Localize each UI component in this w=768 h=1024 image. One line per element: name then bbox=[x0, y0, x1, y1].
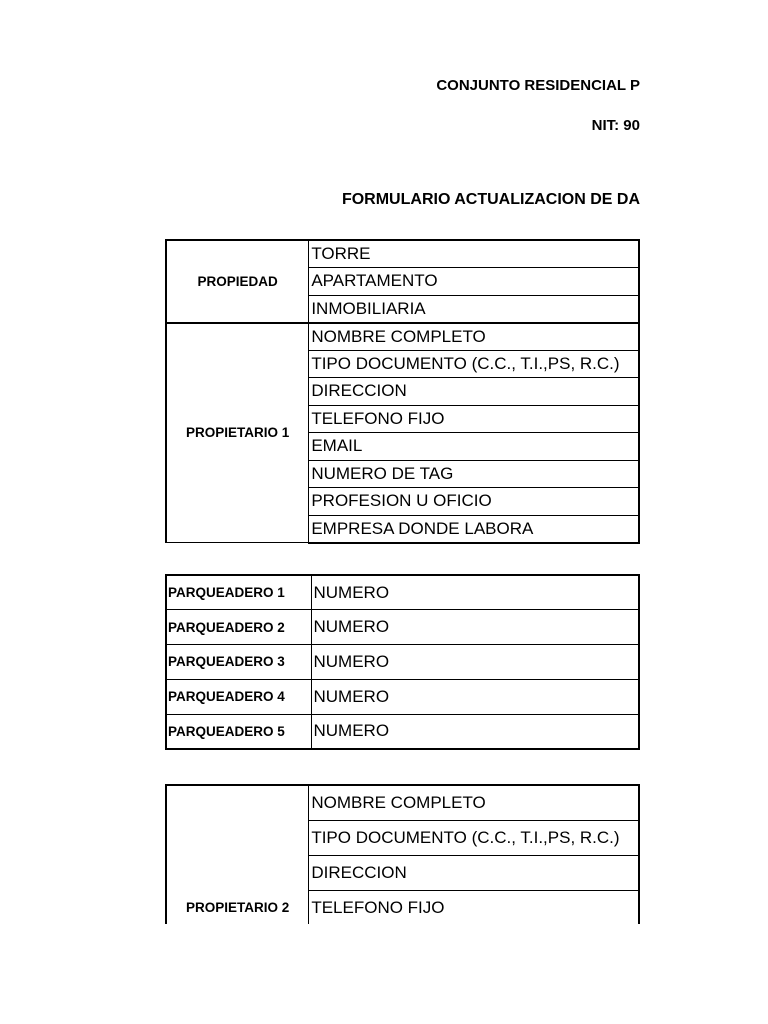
propiedad-label: PROPIEDAD bbox=[166, 240, 309, 323]
field-profesion[interactable]: PROFESION U OFICIO bbox=[309, 488, 639, 516]
owner2-form-table bbox=[165, 784, 640, 924]
owner-form-table bbox=[165, 239, 640, 544]
table-row bbox=[166, 679, 639, 714]
parqueadero-4-field[interactable]: NUMERO bbox=[311, 679, 639, 714]
parqueadero-5-label: PARQUEADERO 5 bbox=[166, 714, 311, 749]
field-empresa[interactable]: EMPRESA DONDE LABORA bbox=[309, 515, 639, 543]
field-p2-tipo-documento[interactable]: TIPO DOCUMENTO (C.C., T.I.,PS, R.C.) bbox=[309, 820, 639, 855]
nit-heading: NIT: 90 bbox=[591, 117, 640, 134]
parqueadero-2-label: PARQUEADERO 2 bbox=[166, 610, 311, 645]
table-row bbox=[166, 323, 639, 351]
field-p2-direccion[interactable]: DIRECCION bbox=[309, 855, 639, 890]
field-inmobiliaria[interactable]: INMOBILIARIA bbox=[309, 295, 639, 323]
field-email[interactable]: EMAIL bbox=[309, 433, 639, 461]
form-title: FORMULARIO ACTUALIZACION DE DA bbox=[341, 191, 640, 208]
table-row bbox=[166, 714, 639, 749]
parking-table bbox=[165, 574, 640, 750]
propietario2-cell bbox=[166, 785, 309, 924]
field-tipo-documento[interactable]: TIPO DOCUMENTO (C.C., T.I.,PS, R.C.) bbox=[309, 350, 639, 378]
parqueadero-3-label: PARQUEADERO 3 bbox=[166, 645, 311, 680]
table-row bbox=[166, 785, 639, 820]
field-p2-telefono-fijo[interactable]: TELEFONO FIJO bbox=[309, 890, 639, 924]
propietario1-label: PROPIETARIO 1 bbox=[166, 323, 309, 543]
parqueadero-1-label: PARQUEADERO 1 bbox=[166, 575, 311, 610]
parqueadero-4-label: PARQUEADERO 4 bbox=[166, 679, 311, 714]
field-p2-nombre-completo[interactable]: NOMBRE COMPLETO bbox=[309, 785, 639, 820]
field-telefono-fijo[interactable]: TELEFONO FIJO bbox=[309, 405, 639, 433]
parqueadero-2-field[interactable]: NUMERO bbox=[311, 610, 639, 645]
field-numero-tag[interactable]: NUMERO DE TAG bbox=[309, 460, 639, 488]
table-row bbox=[166, 240, 639, 268]
field-nombre-completo[interactable]: NOMBRE COMPLETO bbox=[309, 323, 639, 351]
parqueadero-5-field[interactable]: NUMERO bbox=[311, 714, 639, 749]
parqueadero-1-field[interactable]: NUMERO bbox=[311, 575, 639, 610]
parqueadero-3-field[interactable]: NUMERO bbox=[311, 645, 639, 680]
propietario2-label: PROPIETARIO 2 bbox=[186, 900, 290, 915]
table-row bbox=[166, 575, 639, 610]
table-row bbox=[166, 610, 639, 645]
field-direccion[interactable]: DIRECCION bbox=[309, 378, 639, 406]
field-torre[interactable]: TORRE bbox=[309, 240, 639, 268]
table-row bbox=[166, 645, 639, 680]
field-apartamento[interactable]: APARTAMENTO bbox=[309, 268, 639, 296]
complex-name-heading: CONJUNTO RESIDENCIAL P bbox=[436, 77, 640, 94]
